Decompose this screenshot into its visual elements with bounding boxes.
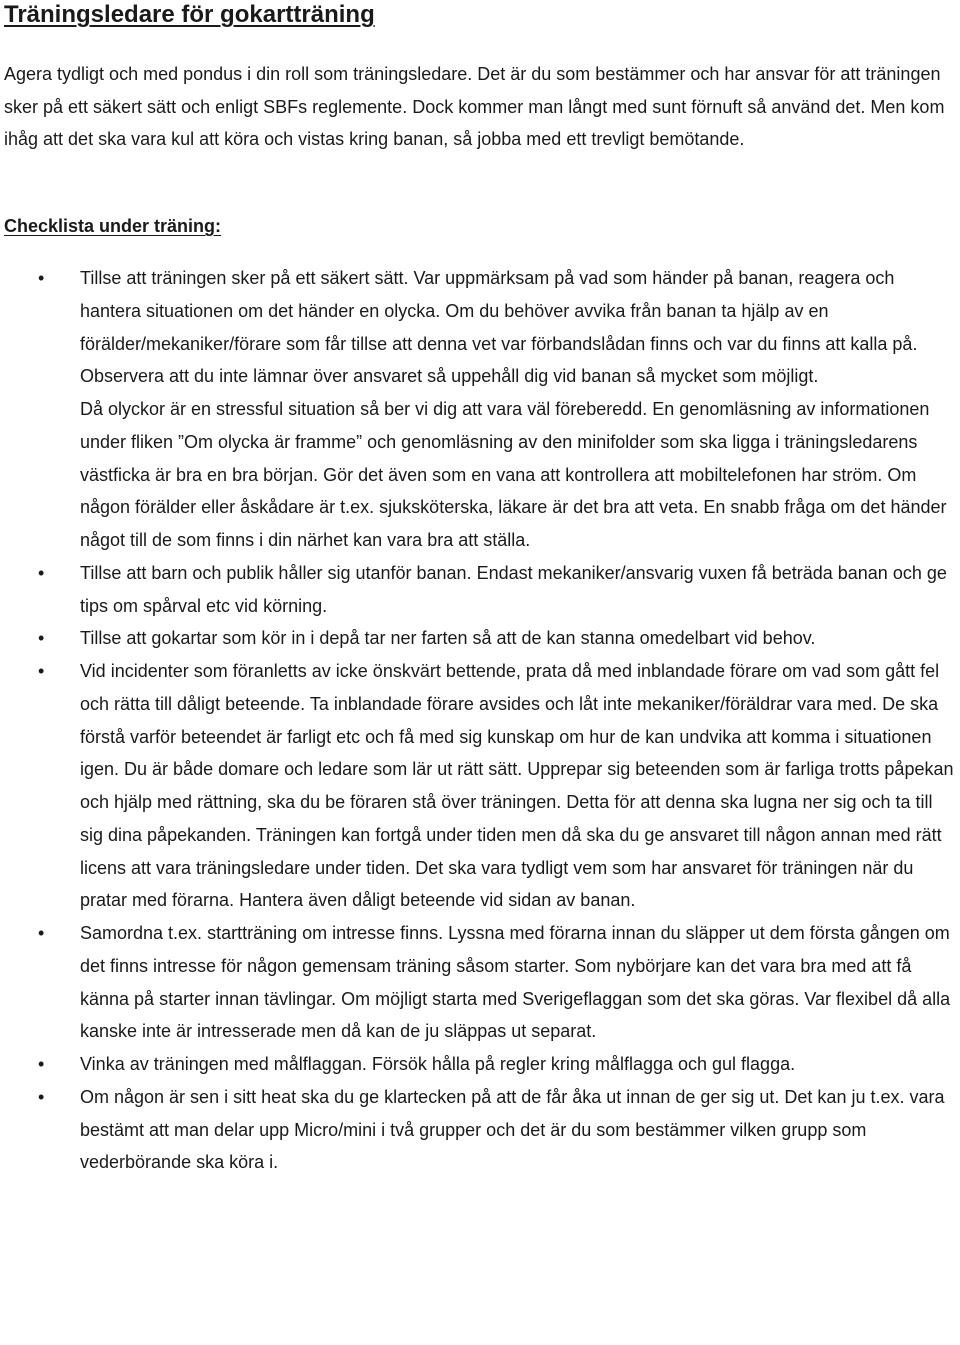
list-item-text: Vid incidenter som föranletts av icke önskvärt bettende, prata då med inblandade förare om vad som gått fel och rätta till dåligt beteende. Ta inblandade förare avsides och låt inte mekaniker/föräldrar vara med. De ska förstå varför beteendet är farligt etc och få med sig kunskap om hur de kan undvika att komma i situationen igen. Du är både domare och ledare som lär ut rätt sätt. Upprepar sig beteenden som är farliga trotts påpekan och hjälp med rättning, ska du be föraren stå över träningen. Detta för att denna ska lugna ner sig och ta till sig dina påpekanden. Träningen kan fortgå under tiden men då ska du ge ansvaret till någon annan med rätt licens att vara träningsledare under tiden. Det ska vara tydligt vem som har ansvaret för träningen när du pratar med förarna. Hantera även dåligt beteende vid sidan av banan. <box>80 661 954 911</box>
checklist-heading: Checklista under träning: <box>4 216 222 236</box>
list-item-text: Tillse att träningen sker på ett säkert sätt. Var uppmärksam på vad som händer på banan, reagera och hantera situationen om det händer en olycka. Om du behöver avvika från banan ta hjälp av en förälder/mekaniker/förare som får tillse att denna vet var förbandslådan finns och var du finns att kalla på. Observera att du inte lämnar över ansvaret så uppehåll dig vid banan så mycket som möjligt. <box>80 268 918 387</box>
list-item-text: Vinka av träningen med målflaggan. Försök hålla på regler kring målflagga och gul flagga. <box>80 1054 796 1074</box>
bullet-icon: • <box>38 1054 45 1074</box>
list-item-text: Tillse att barn och publik håller sig utanför banan. Endast mekaniker/ansvarig vuxen få beträda banan och ge tips om spårval etc vid körning. <box>80 562 947 616</box>
list-item-text: Om någon är sen i sitt heat ska du ge klartecken på att de får åka ut innan de ger sig ut. Det kan ju t.ex. vara bestämt att man delar upp Micro/mini i två grupper och det är du som bestämmer vilken grupp som vederbörande ska köra i. <box>80 1086 945 1173</box>
list-item <box>38 917 960 1048</box>
bullet-icon: • <box>38 1086 45 1107</box>
bullet-icon: • <box>38 628 45 649</box>
bullet-icon: • <box>38 923 45 943</box>
list-item <box>38 1081 960 1179</box>
list-item-text: Då olyckor är en stressful situation så ber vi dig att vara väl föreberedd. En genomläsning av informationen under fliken ”Om olycka är framme” och genomläsning av den minifolder som ska ligga i träningsledarens västficka är bra en bra början. Gör det även som en vana att kontrollera att mobiltelefonen har ström. Om någon förälder eller åskådare är t.ex. sjuksköterska, läkare är det bra att veta. En snabb fråga om det händer något till de som finns i din närhet kan vara bra att ställa. <box>80 399 947 550</box>
list-item <box>38 1048 960 1081</box>
list-item <box>38 655 960 917</box>
checklist <box>38 262 960 1179</box>
intro-paragraph: Agera tydligt och med pondus i din roll som träningsledare. Det är du som bestämmer och har ansvar för att träningen sker på ett säkert sätt och enligt SBFs reglemente. Dock kommer man långt med sunt förnuft så använd det. Men kom ihåg att det ska vara kul att köra och vistas kring banan, så jobba med ett trevligt bemötande. <box>4 64 945 149</box>
list-item <box>38 262 960 557</box>
bullet-icon: • <box>38 661 45 681</box>
list-item <box>38 557 960 623</box>
bullet-icon: • <box>38 268 45 288</box>
document-title: Träningsledare för gokartträning <box>4 1 375 28</box>
list-item-text: Samordna t.ex. startträning om intresse finns. Lyssna med förarna innan du släpper ut dem första gången om det finns intresse för någon gemensam träning såsom starter. Som nybörjare kan det vara bra med att få känna på starter innan tävlingar. Om möjligt starta med Sverigeflaggan som det ska göras. Var flexibel då alla kanske inte är intresserade men då kan de ju släppas ut separat. <box>80 923 951 1042</box>
list-item-text: Tillse att gokartar som kör in i depå tar ner farten så att de kan stanna omedelbart vid behov. <box>80 628 816 649</box>
bullet-icon: • <box>38 562 45 583</box>
list-item <box>38 622 960 655</box>
